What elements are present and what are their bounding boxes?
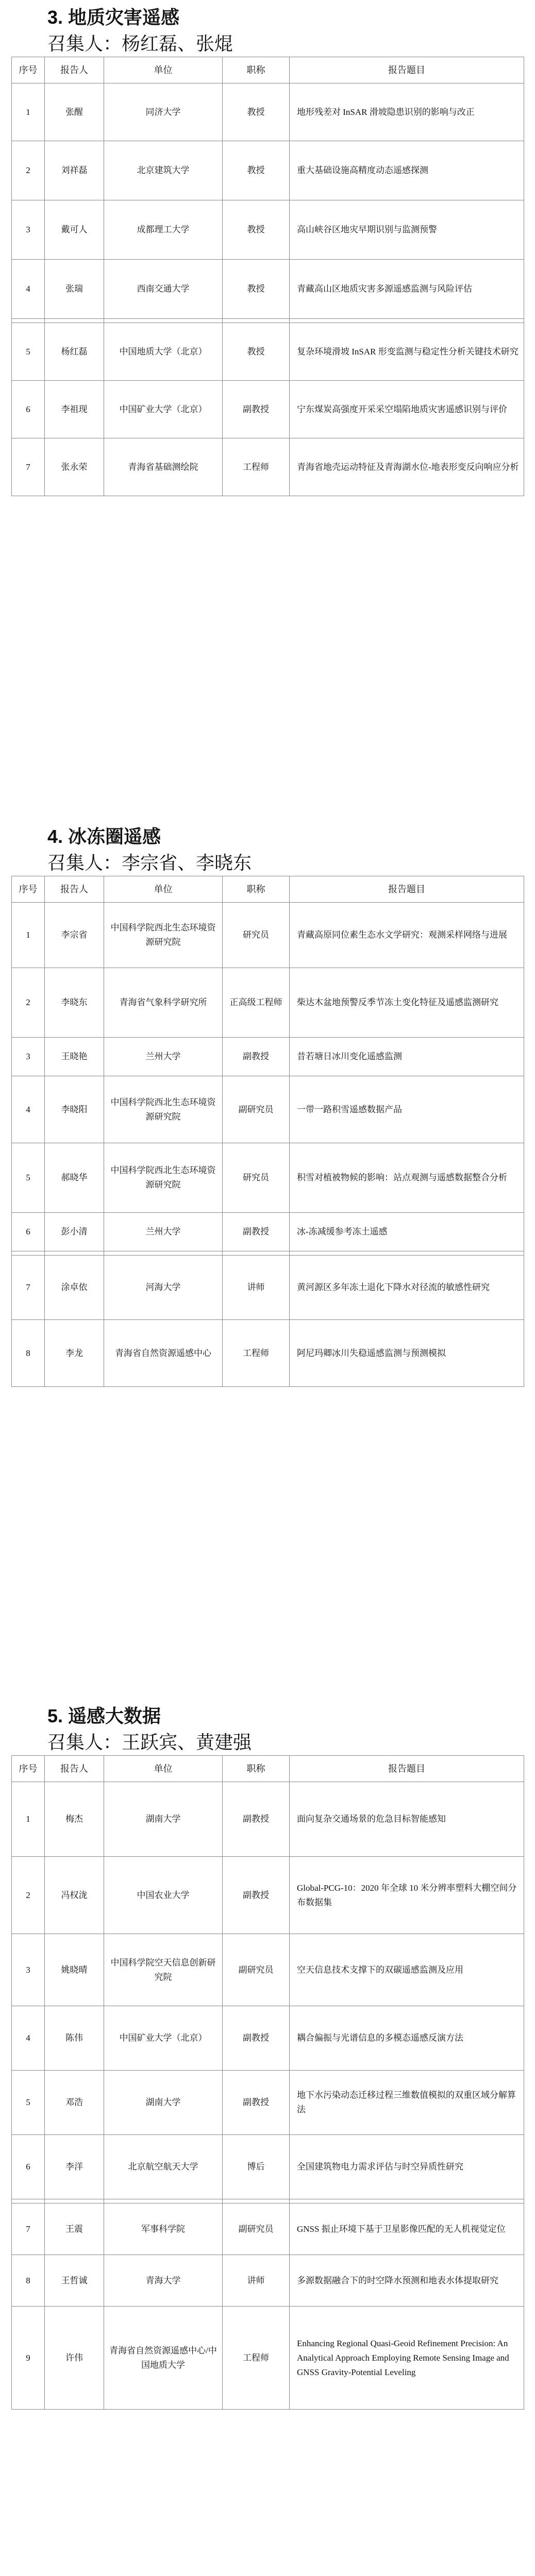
cell-affiliation: 北京建筑大学 [104,141,223,200]
table-row [12,1934,524,2006]
table-spacer-row [12,2199,524,2204]
cell-topic: 黄河源区多年冻土退化下降水对径流的敏感性研究 [290,1256,524,1320]
cell-topic: Global-PCG-10：2020 年全球 10 米分辨率塑料大棚空间分布数据集 [290,1857,524,1934]
cell-topic: 冰-冻减缓参考冻土遥感 [290,1213,524,1251]
cell-affiliation: 成都理工大学 [104,200,223,260]
table-row [12,381,524,438]
cell-title-rank: 副教授 [223,1857,290,1934]
cell-index: 7 [12,438,45,496]
cell-topic: 地形残差对 InSAR 滑坡隐患识别的影响与改正 [290,83,524,141]
section-title: 3. 地质灾害遥感 [47,7,180,28]
cell-index: 6 [12,381,45,438]
cell-affiliation: 青海大学 [104,2255,223,2307]
cell-title-rank: 副教授 [223,1038,290,1076]
cell-affiliation: 西南交通大学 [104,260,223,319]
cell-title-rank: 教授 [223,83,290,141]
table-row [12,323,524,381]
section-title: 5. 遥感大数据 [47,1705,161,1726]
cell-affiliation: 青海省基础测绘院 [104,438,223,496]
cell-speaker: 戴可人 [45,200,104,260]
table-row [12,1256,524,1320]
cell-index: 9 [12,2307,45,2410]
cell-title-rank: 工程师 [223,438,290,496]
report-table [11,57,524,496]
table-row [12,903,524,968]
cell-title-rank: 教授 [223,323,290,381]
cell-topic: 多源数据融合下的时空降水预测和地表水体提取研究 [290,2255,524,2307]
cell-affiliation: 兰州大学 [104,1038,223,1076]
column-header: 单位 [104,876,223,903]
cell-index [12,1251,45,1256]
cell-title-rank: 副研究员 [223,1934,290,2006]
cell-index [12,319,45,323]
column-header: 职称 [223,876,290,903]
column-header: 单位 [104,57,223,83]
column-header: 报告题目 [290,1756,524,1782]
table-row [12,2307,524,2410]
cell-index: 3 [12,200,45,260]
section-convener: 召集人：杨红磊、张焜 [47,33,233,54]
cell-affiliation: 兰州大学 [104,1213,223,1251]
cell-title-rank [223,2199,290,2204]
cell-topic: 高山峡谷区地灾早期识别与监测预警 [290,200,524,260]
column-header: 报告人 [45,57,104,83]
table-header-row [12,876,524,903]
cell-speaker: 杨红磊 [45,323,104,381]
cell-affiliation: 中国矿业大学（北京） [104,2006,223,2071]
cell-speaker: 张醒 [45,83,104,141]
table-row [12,1320,524,1387]
cell-topic: 地下水污染动态迁移过程三维数值模拟的双重区域分解算法 [290,2071,524,2135]
table-row [12,83,524,141]
column-header: 序号 [12,57,45,83]
cell-topic: 柴达木盆地预警反季节冻土变化特征及遥感监测研究 [290,968,524,1038]
cell-affiliation: 河海大学 [104,1256,223,1320]
table-row [12,2135,524,2199]
cell-index: 5 [12,2071,45,2135]
cell-title-rank [223,319,290,323]
cell-topic: 阿尼玛卿冰川失稳遥感监测与预测模拟 [290,1320,524,1387]
cell-title-rank: 副研究员 [223,1076,290,1143]
cell-title-rank: 副教授 [223,381,290,438]
section-convener: 召集人：李宗省、李晓东 [47,852,252,873]
cell-affiliation: 中国科学院西北生态环境资源研究院 [104,903,223,968]
cell-index: 8 [12,2255,45,2307]
cell-title-rank: 讲师 [223,2255,290,2307]
section-cryosphere [11,823,524,1387]
cell-topic [290,2199,524,2204]
cell-title-rank: 研究员 [223,1143,290,1213]
cell-topic: 重大基础设施高精度动态遥感探测 [290,141,524,200]
report-table [11,876,524,1387]
cell-speaker: 李洋 [45,2135,104,2199]
cell-affiliation: 中国科学院空天信息创新研究院 [104,1934,223,2006]
cell-topic: 一带一路积雪遥感数据产品 [290,1076,524,1143]
cell-title-rank: 工程师 [223,1320,290,1387]
cell-title-rank: 副研究员 [223,2204,290,2255]
cell-speaker: 张永荣 [45,438,104,496]
cell-speaker: 张瑞 [45,260,104,319]
column-header: 报告题目 [290,57,524,83]
cell-affiliation [104,1251,223,1256]
table-row [12,200,524,260]
cell-index: 2 [12,141,45,200]
cell-title-rank: 副教授 [223,2006,290,2071]
column-header: 报告题目 [290,876,524,903]
cell-index: 6 [12,2135,45,2199]
cell-speaker: 王晓艳 [45,1038,104,1076]
cell-speaker: 彭小清 [45,1213,104,1251]
cell-speaker: 冯权泷 [45,1857,104,1934]
cell-topic: 复杂环境滑坡 InSAR 形变监测与稳定性分析关键技术研究 [290,323,524,381]
cell-speaker [45,2199,104,2204]
table-row [12,1038,524,1076]
column-header: 职称 [223,57,290,83]
table-row [12,968,524,1038]
table-row [12,2204,524,2255]
cell-speaker: 王哲诚 [45,2255,104,2307]
cell-speaker: 邓浩 [45,2071,104,2135]
column-header: 报告人 [45,1756,104,1782]
table-row [12,2006,524,2071]
cell-index: 4 [12,260,45,319]
cell-speaker: 涂卓依 [45,1256,104,1320]
cell-topic: 青藏高原同位素生态水文学研究：观测采样网络与进展 [290,903,524,968]
cell-affiliation: 同济大学 [104,83,223,141]
cell-topic [290,319,524,323]
column-header: 序号 [12,1756,45,1782]
cell-topic: 青海省地壳运动特征及青海湖水位-地表形变反向响应分析 [290,438,524,496]
cell-topic [290,1251,524,1256]
cell-affiliation: 青海省自然资源遥感中心/中国地质大学 [104,2307,223,2410]
cell-speaker [45,319,104,323]
cell-speaker: 李晓阳 [45,1076,104,1143]
cell-topic: 面向复杂交通场景的危急目标智能感知 [290,1782,524,1857]
cell-index: 4 [12,1076,45,1143]
cell-index: 2 [12,1857,45,1934]
table-row [12,1143,524,1213]
section-geological-hazard [11,4,524,496]
cell-index [12,2199,45,2204]
cell-index: 7 [12,1256,45,1320]
cell-speaker: 姚晓晴 [45,1934,104,2006]
table-header-row [12,57,524,83]
cell-speaker: 李祖现 [45,381,104,438]
cell-index: 8 [12,1320,45,1387]
cell-topic: 宁东煤炭高强度开采采空塌陷地质灾害遥感识别与评价 [290,381,524,438]
table-row [12,260,524,319]
table-row [12,141,524,200]
section-big-data [11,1703,524,2410]
cell-title-rank: 副教授 [223,2071,290,2135]
cell-index: 2 [12,968,45,1038]
cell-index: 3 [12,1038,45,1076]
table-row [12,1782,524,1857]
column-header: 序号 [12,876,45,903]
cell-affiliation [104,2199,223,2204]
table-row [12,438,524,496]
cell-title-rank [223,1251,290,1256]
cell-topic: 青藏高山区地质灾害多源遥感监测与风险评估 [290,260,524,319]
table-row [12,1213,524,1251]
cell-title-rank: 教授 [223,200,290,260]
cell-affiliation: 青海省自然资源遥感中心 [104,1320,223,1387]
table-row [12,2255,524,2307]
cell-index: 1 [12,83,45,141]
cell-index: 4 [12,2006,45,2071]
column-header: 职称 [223,1756,290,1782]
table-row [12,1076,524,1143]
cell-affiliation: 中国矿业大学（北京） [104,381,223,438]
report-table [11,1755,524,2410]
cell-speaker [45,1251,104,1256]
cell-title-rank: 教授 [223,141,290,200]
cell-speaker: 李宗省 [45,903,104,968]
cell-affiliation: 青海省气象科学研究所 [104,968,223,1038]
cell-title-rank: 博后 [223,2135,290,2199]
column-header: 单位 [104,1756,223,1782]
cell-topic: 空天信息技术支撑下的双碳遥感监测及应用 [290,1934,524,2006]
cell-topic: 全国建筑物电力需求评估与时空异质性研究 [290,2135,524,2199]
table-spacer-row [12,319,524,323]
cell-topic: 积雪对植被物候的影响：站点观测与遥感数据整合分析 [290,1143,524,1213]
cell-speaker: 陈伟 [45,2006,104,2071]
table-header-row [12,1756,524,1782]
cell-speaker: 许伟 [45,2307,104,2410]
cell-index: 6 [12,1213,45,1251]
cell-index: 7 [12,2204,45,2255]
cell-topic: 昔若塘日冰川变化遥感监测 [290,1038,524,1076]
cell-speaker: 郝晓华 [45,1143,104,1213]
cell-speaker: 梅杰 [45,1782,104,1857]
cell-title-rank: 讲师 [223,1256,290,1320]
cell-title-rank: 研究员 [223,903,290,968]
cell-topic: 耦合偏振与光谱信息的多模态遥感反演方法 [290,2006,524,2071]
cell-title-rank: 工程师 [223,2307,290,2410]
cell-affiliation: 中国科学院西北生态环境资源研究院 [104,1143,223,1213]
table-row [12,2071,524,2135]
cell-index: 3 [12,1934,45,2006]
cell-title-rank: 副教授 [223,1213,290,1251]
cell-index: 5 [12,323,45,381]
cell-affiliation [104,319,223,323]
section-title: 4. 冰冻圈遥感 [47,826,161,847]
cell-title-rank: 教授 [223,260,290,319]
cell-speaker: 刘祥磊 [45,141,104,200]
cell-index: 5 [12,1143,45,1213]
cell-topic: Enhancing Regional Quasi-Geoid Refinement Precision: An Analytical Approach Employing Remote Sensing Image and GNSS Gravity-Potential Leveling [290,2307,524,2410]
cell-speaker: 李龙 [45,1320,104,1387]
table-spacer-row [12,1251,524,1256]
section-convener: 召集人：王跃宾、黄建强 [47,1732,252,1753]
cell-affiliation: 北京航空航天大学 [104,2135,223,2199]
cell-affiliation: 军事科学院 [104,2204,223,2255]
cell-title-rank: 副教授 [223,1782,290,1857]
cell-affiliation: 中国科学院西北生态环境资源研究院 [104,1076,223,1143]
cell-index: 1 [12,1782,45,1857]
cell-speaker: 李晓东 [45,968,104,1038]
cell-affiliation: 湖南大学 [104,2071,223,2135]
table-row [12,1857,524,1934]
cell-affiliation: 湖南大学 [104,1782,223,1857]
cell-affiliation: 中国地质大学（北京） [104,323,223,381]
cell-topic: GNSS 振止环境下基于卫星影像匹配的无人机视觉定位 [290,2204,524,2255]
cell-index: 1 [12,903,45,968]
cell-speaker: 王震 [45,2204,104,2255]
column-header: 报告人 [45,876,104,903]
cell-title-rank: 正高级工程师 [223,968,290,1038]
cell-affiliation: 中国农业大学 [104,1857,223,1934]
